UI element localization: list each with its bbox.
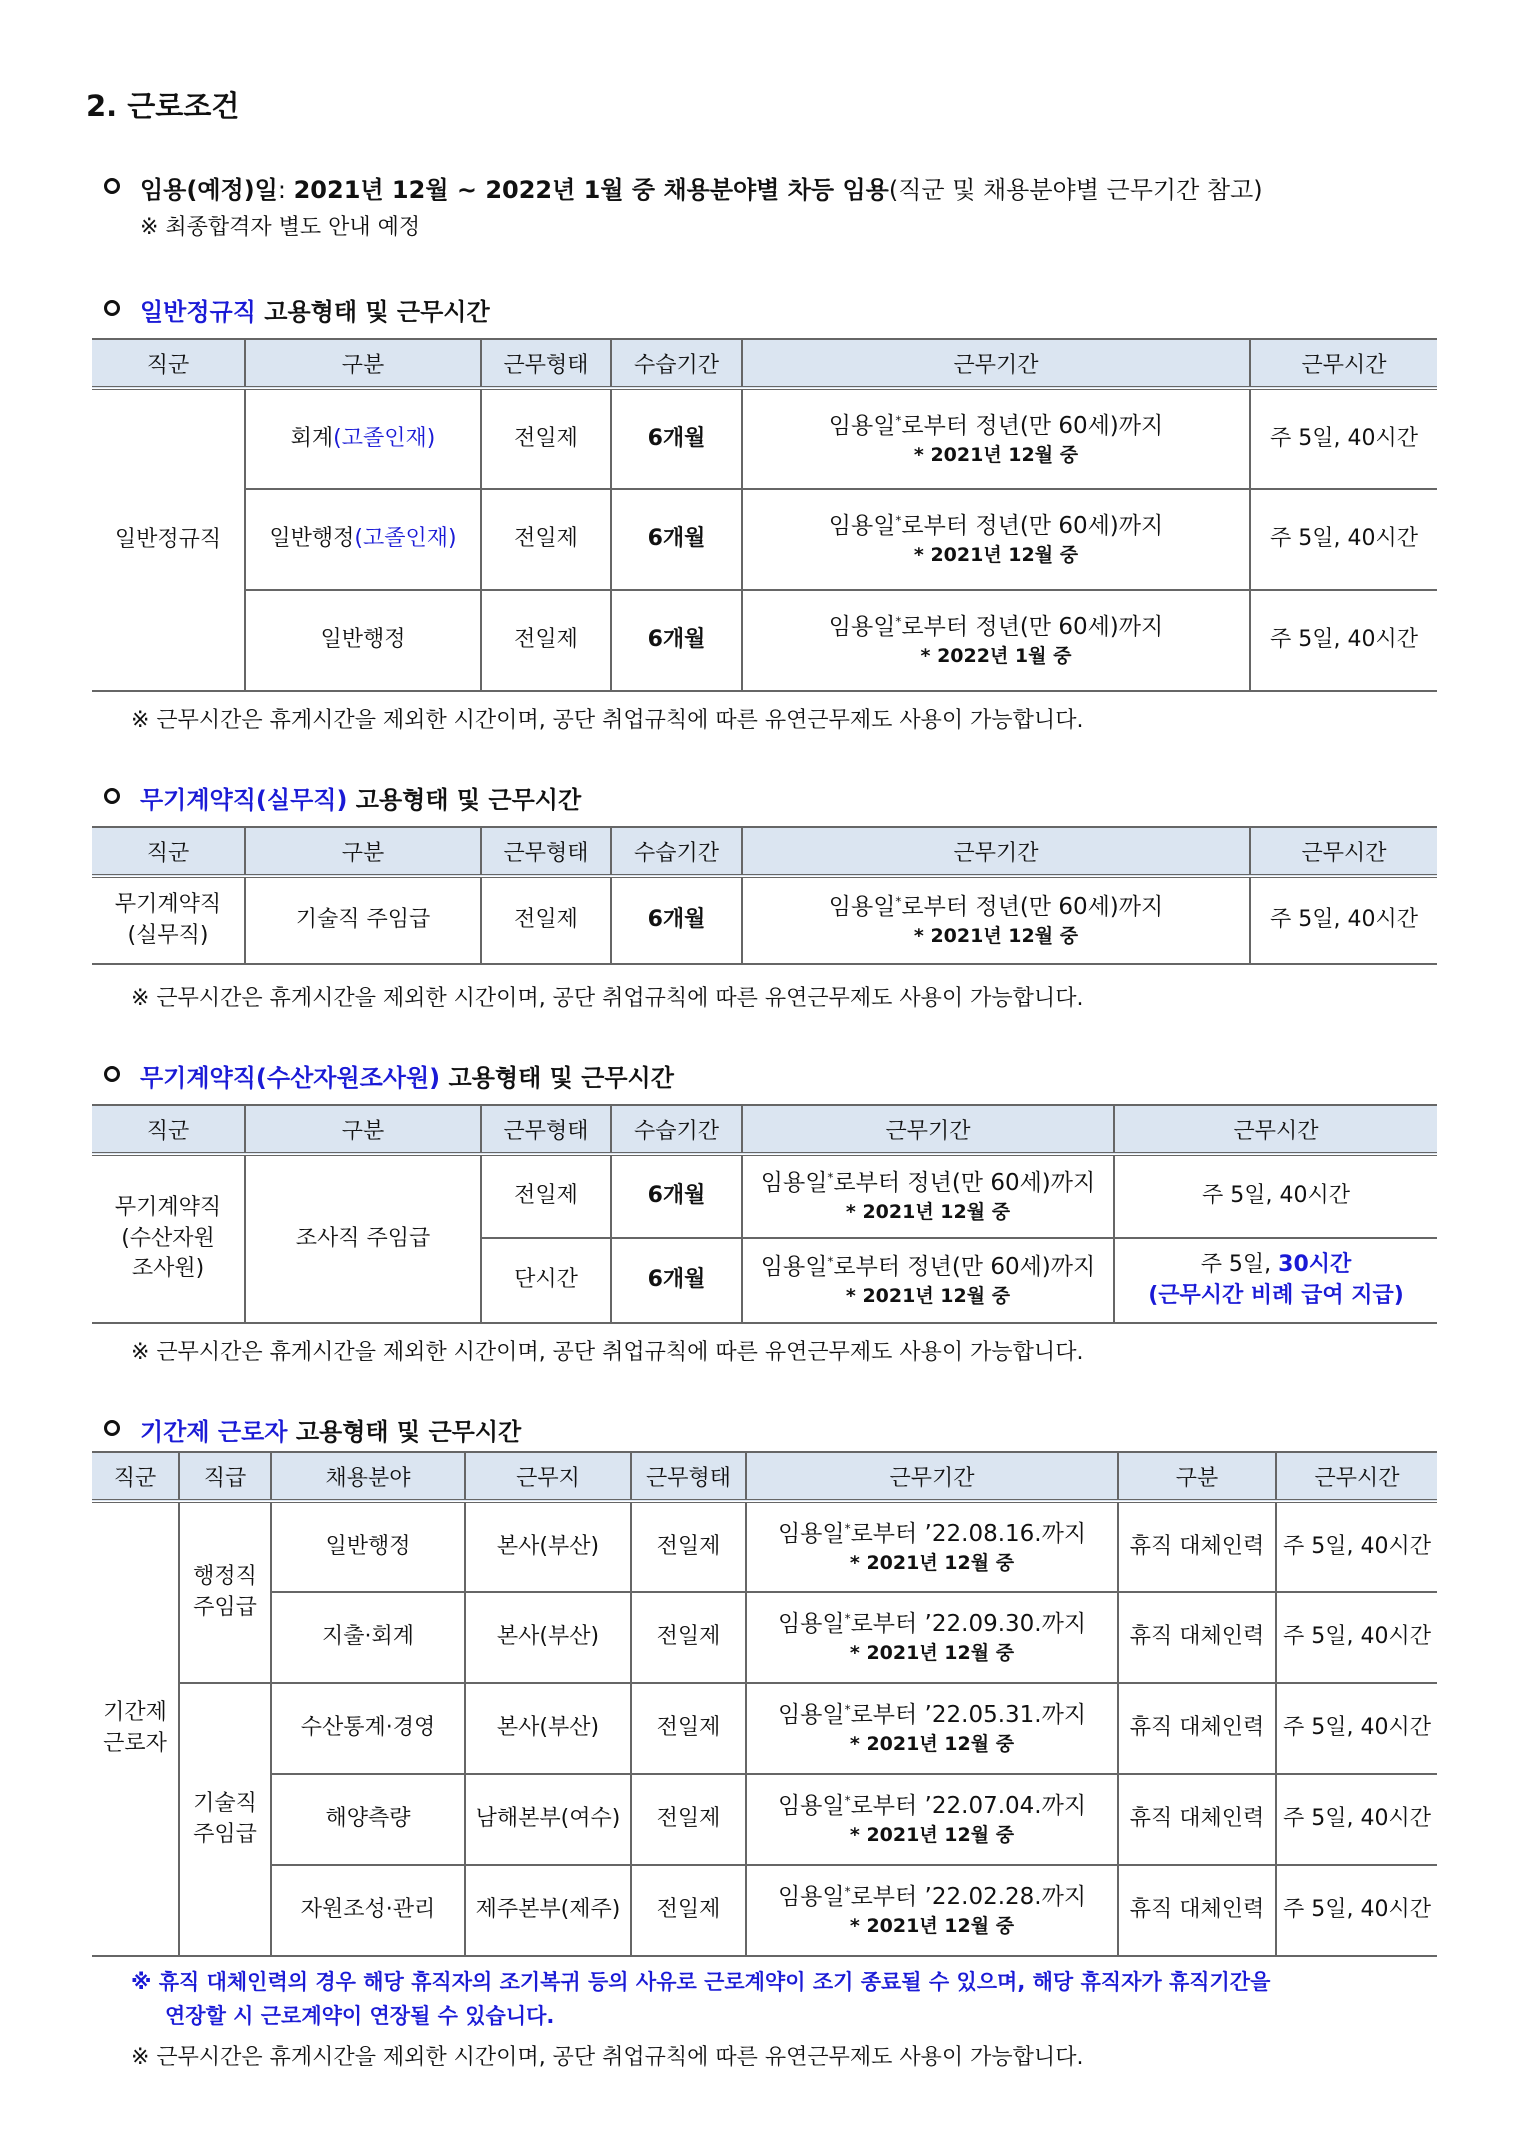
period-b: 로부터 ’22.09.30.까지	[850, 1611, 1087, 1638]
s4-col-header: 근무시간	[1276, 1452, 1437, 1501]
period-a: 임용일	[760, 1170, 828, 1197]
s4-type-cell: 전일제	[631, 1683, 746, 1774]
s4-heading-rest: 고용형태 및 근무시간	[287, 1418, 522, 1446]
table-row	[92, 1154, 1437, 1238]
rank-line: 주임급	[193, 1821, 257, 1847]
s2-col-header: 직군	[92, 827, 245, 876]
appointment-paren: (직군 및 채용분야별 근무기간 참고)	[888, 176, 1263, 204]
group-line: 근로자	[103, 1731, 167, 1756]
s2-heading-rest: 고용형태 및 근무시간	[347, 786, 582, 814]
period-sub: * 2021년 12월 중	[913, 443, 1079, 466]
s4-col-header: 근무형태	[631, 1452, 746, 1501]
s2-hours-cell: 주 5일, 40시간	[1250, 876, 1437, 964]
s3-col-header: 근무기간	[742, 1105, 1114, 1154]
table-row	[92, 1683, 1437, 1774]
s1-table	[92, 338, 1437, 692]
s3-col-header: 수습기간	[611, 1105, 742, 1154]
s1-type-cell: 전일제	[481, 489, 611, 590]
s4-kind-cell: 휴직 대체인력	[1118, 1865, 1276, 1956]
bullet-icon	[104, 1066, 120, 1082]
group-line: 기간제	[103, 1700, 167, 1726]
s4-col-header: 채용분야	[271, 1452, 465, 1501]
s4-field-cell: 수산통계·경영	[271, 1683, 465, 1774]
s2-cat-cell: 기술직 주임급	[245, 876, 481, 964]
s2-probation-cell: 6개월	[611, 876, 742, 964]
period-b: 로부터 정년(만 60세)까지	[833, 1170, 1096, 1197]
s3-hours-cell: 주 5일, 40시간	[1114, 1154, 1437, 1238]
s4-kind-cell: 휴직 대체인력	[1118, 1774, 1276, 1865]
hours-blue-text: 30시간	[1278, 1251, 1352, 1277]
period-a: 임용일	[828, 513, 896, 540]
period-a: 임용일	[760, 1254, 828, 1281]
s4-blue-note-line1: ※ 휴직 대체인력의 경우 해당 휴직자의 조기복귀 등의 사유로 근로계약이 조기 종료될 수 있으며, 해당 휴직자가 휴직기간을	[131, 1970, 1271, 1994]
s4-group-cell	[92, 1501, 179, 1956]
bullet-icon	[104, 300, 120, 316]
s1-type-cell: 전일제	[481, 388, 611, 489]
s4-period-cell	[746, 1592, 1118, 1683]
appointment-colon: :	[277, 176, 286, 204]
superscript-mark: *	[844, 1793, 851, 1808]
s2-heading-blue: 무기계약직(실무직)	[140, 786, 348, 814]
s4-hours-cell: 주 5일, 40시간	[1276, 1774, 1437, 1865]
s4-place-cell: 남해본부(여수)	[465, 1774, 631, 1865]
s1-group-cell: 일반정규직	[92, 388, 245, 691]
appointment-line	[140, 170, 1263, 205]
s1-col-header: 근무형태	[481, 339, 611, 388]
s3-type-cell: 전일제	[481, 1154, 611, 1238]
s1-col-header: 구분	[245, 339, 481, 388]
period-b: 로부터 ’22.07.04.까지	[850, 1793, 1087, 1820]
s4-col-header: 직급	[179, 1452, 271, 1501]
s1-heading-rest: 고용형태 및 근무시간	[255, 298, 490, 326]
cat-blue-text: (고졸인재)	[354, 526, 457, 552]
s3-group-cell	[92, 1154, 245, 1323]
s4-kind-cell: 휴직 대체인력	[1118, 1683, 1276, 1774]
s4-kind-cell: 휴직 대체인력	[1118, 1501, 1276, 1592]
s3-note: ※ 근무시간은 휴게시간을 제외한 시간이며, 공단 취업규칙에 따른 유연근무제도 사용이 가능합니다.	[131, 1340, 1084, 1365]
s1-note: ※ 근무시간은 휴게시간을 제외한 시간이며, 공단 취업규칙에 따른 유연근무제도 사용이 가능합니다.	[131, 708, 1084, 733]
s1-hours-cell: 주 5일, 40시간	[1250, 388, 1437, 489]
superscript-mark: *	[844, 1520, 851, 1535]
s4-col-header: 근무지	[465, 1452, 631, 1501]
s3-col-header: 근무형태	[481, 1105, 611, 1154]
s1-col-header: 근무기간	[742, 339, 1250, 388]
s1-period-cell	[742, 590, 1250, 691]
period-b: 로부터 정년(만 60세)까지	[901, 513, 1164, 540]
period-a: 임용일	[828, 894, 896, 921]
table-row	[92, 1774, 1437, 1865]
s4-field-cell: 자원조성·관리	[271, 1865, 465, 1956]
s4-kind-cell: 휴직 대체인력	[1118, 1592, 1276, 1683]
table-row	[92, 590, 1437, 691]
s3-heading-rest: 고용형태 및 근무시간	[440, 1064, 674, 1092]
s4-hours-cell: 주 5일, 40시간	[1276, 1592, 1437, 1683]
s3-col-header: 직군	[92, 1105, 245, 1154]
s4-hours-cell: 주 5일, 40시간	[1276, 1501, 1437, 1592]
s2-col-header: 근무형태	[481, 827, 611, 876]
appointment-label: 임용(예정)일	[140, 176, 278, 204]
s1-hours-cell: 주 5일, 40시간	[1250, 590, 1437, 691]
period-b: 로부터 정년(만 60세)까지	[901, 614, 1164, 641]
s3-heading	[140, 1058, 674, 1093]
s4-place-cell: 본사(부산)	[465, 1592, 631, 1683]
s4-col-header: 구분	[1118, 1452, 1276, 1501]
group-line: 조사원)	[131, 1256, 205, 1282]
s2-col-header: 수습기간	[611, 827, 742, 876]
s4-period-cell	[746, 1683, 1118, 1774]
s4-note: ※ 근무시간은 휴게시간을 제외한 시간이며, 공단 취업규칙에 따른 유연근무제도 사용이 가능합니다.	[131, 2045, 1084, 2070]
appointment-note: ※ 최종합격자 별도 안내 예정	[140, 215, 421, 240]
period-a: 임용일	[828, 614, 896, 641]
period-sub: * 2021년 12월 중	[849, 1551, 1015, 1574]
period-sub: * 2022년 1월 중	[920, 645, 1072, 668]
superscript-mark: *	[844, 1611, 851, 1626]
superscript-mark: *	[895, 412, 902, 427]
group-line: 무기계약직	[114, 1194, 222, 1220]
s2-group-cell	[92, 876, 245, 964]
period-a: 임용일	[777, 1611, 845, 1638]
s4-rank-cell	[179, 1683, 271, 1956]
period-b: 로부터 ’22.08.16.까지	[850, 1520, 1087, 1547]
cat-text: 일반행정	[269, 526, 355, 552]
s1-col-header: 근무시간	[1250, 339, 1437, 388]
period-a: 임용일	[828, 412, 896, 439]
s4-place-cell: 본사(부산)	[465, 1683, 631, 1774]
bullet-icon	[104, 178, 120, 194]
table-row	[92, 388, 1437, 489]
period-sub: * 2021년 12월 중	[849, 1824, 1015, 1847]
superscript-mark: *	[844, 1702, 851, 1717]
table-row	[92, 1501, 1437, 1592]
s4-heading	[140, 1412, 521, 1447]
s2-col-header: 구분	[245, 827, 481, 876]
s3-probation-cell: 6개월	[611, 1238, 742, 1323]
appointment-value: 2021년 12월 ~ 2022년 1월 중 채용분야별 차등 임용	[293, 176, 889, 204]
s2-period-cell	[742, 876, 1250, 964]
section-title: 2. 근로조건	[86, 89, 240, 123]
s4-hours-cell: 주 5일, 40시간	[1276, 1683, 1437, 1774]
group-line: (수산자원	[121, 1225, 215, 1251]
s1-probation-cell: 6개월	[611, 489, 742, 590]
s4-field-cell: 해양측량	[271, 1774, 465, 1865]
s1-probation-cell: 6개월	[611, 590, 742, 691]
s4-heading-blue: 기간제 근로자	[140, 1418, 288, 1446]
period-a: 임용일	[777, 1793, 845, 1820]
table-row	[92, 489, 1437, 590]
s2-heading	[140, 780, 581, 815]
group-line: 무기계약직	[114, 891, 222, 917]
period-sub: * 2021년 12월 중	[849, 1642, 1015, 1665]
superscript-mark: *	[895, 894, 902, 909]
s3-col-header: 구분	[245, 1105, 481, 1154]
period-sub: * 2021년 12월 중	[845, 1201, 1011, 1224]
period-a: 임용일	[777, 1884, 845, 1911]
s4-type-cell: 전일제	[631, 1501, 746, 1592]
superscript-mark: *	[844, 1884, 851, 1899]
superscript-mark: *	[827, 1170, 834, 1185]
rank-line: 기술직	[193, 1790, 257, 1816]
group-line: (실무직)	[127, 922, 209, 948]
bullet-icon	[104, 788, 120, 804]
s4-period-cell	[746, 1774, 1118, 1865]
period-sub: * 2021년 12월 중	[913, 544, 1079, 567]
s4-period-cell	[746, 1501, 1118, 1592]
cat-blue-text: (고졸인재)	[333, 425, 436, 451]
s3-heading-blue: 무기계약직(수산자원조사원)	[140, 1064, 441, 1092]
s4-field-cell: 지출·회계	[271, 1592, 465, 1683]
s1-probation-cell: 6개월	[611, 388, 742, 489]
table-row	[92, 1865, 1437, 1956]
superscript-mark: *	[827, 1254, 834, 1269]
period-sub: * 2021년 12월 중	[849, 1915, 1015, 1938]
table-row	[92, 876, 1437, 964]
s2-type-cell: 전일제	[481, 876, 611, 964]
s4-hours-cell: 주 5일, 40시간	[1276, 1865, 1437, 1956]
bullet-icon	[104, 1420, 120, 1436]
s4-place-cell: 제주본부(제주)	[465, 1865, 631, 1956]
s4-field-cell: 일반행정	[271, 1501, 465, 1592]
s3-period-cell	[742, 1154, 1114, 1238]
s1-cat-cell	[245, 489, 481, 590]
period-b: 로부터 ’22.05.31.까지	[850, 1702, 1087, 1729]
rank-line: 행정직	[193, 1563, 257, 1589]
superscript-mark: *	[895, 614, 902, 629]
s2-col-header: 근무기간	[742, 827, 1250, 876]
s3-cat-cell: 조사직 주임급	[245, 1154, 481, 1323]
hours-text: 주 5일,	[1200, 1251, 1279, 1277]
s4-type-cell: 전일제	[631, 1865, 746, 1956]
s4-type-cell: 전일제	[631, 1774, 746, 1865]
period-sub: * 2021년 12월 중	[849, 1733, 1015, 1756]
s2-header-row	[92, 827, 1437, 876]
s4-table	[92, 1451, 1437, 1957]
s1-period-cell	[742, 489, 1250, 590]
s4-place-cell: 본사(부산)	[465, 1501, 631, 1592]
rank-line: 주임급	[193, 1594, 257, 1620]
s1-type-cell: 전일제	[481, 590, 611, 691]
s1-heading	[140, 292, 490, 327]
cat-text: 회계	[290, 425, 334, 451]
period-sub: * 2021년 12월 중	[913, 925, 1079, 948]
s4-col-header: 근무기간	[746, 1452, 1118, 1501]
s3-period-cell	[742, 1238, 1114, 1323]
s3-probation-cell: 6개월	[611, 1154, 742, 1238]
s4-header-row	[92, 1452, 1437, 1501]
period-sub: * 2021년 12월 중	[845, 1285, 1011, 1308]
s1-cat-cell	[245, 590, 481, 691]
period-b: 로부터 정년(만 60세)까지	[901, 412, 1164, 439]
superscript-mark: *	[895, 513, 902, 528]
s1-heading-blue: 일반정규직	[140, 298, 256, 326]
s1-hours-cell: 주 5일, 40시간	[1250, 489, 1437, 590]
s2-table	[92, 826, 1437, 965]
s4-type-cell: 전일제	[631, 1592, 746, 1683]
s3-table	[92, 1104, 1437, 1324]
s3-type-cell: 단시간	[481, 1238, 611, 1323]
period-b: 로부터 정년(만 60세)까지	[833, 1254, 1096, 1281]
hours-note: (근무시간 비례 급여 지급)	[1148, 1282, 1404, 1308]
period-a: 임용일	[777, 1520, 845, 1547]
s1-period-cell	[742, 388, 1250, 489]
s3-col-header: 근무시간	[1114, 1105, 1437, 1154]
s2-note: ※ 근무시간은 휴게시간을 제외한 시간이며, 공단 취업규칙에 따른 유연근무제도 사용이 가능합니다.	[131, 986, 1084, 1011]
s4-period-cell	[746, 1865, 1118, 1956]
s3-hours-cell	[1114, 1238, 1437, 1323]
s2-col-header: 근무시간	[1250, 827, 1437, 876]
s1-header-row	[92, 339, 1437, 388]
s4-rank-cell	[179, 1501, 271, 1683]
s3-header-row	[92, 1105, 1437, 1154]
s1-col-header: 직군	[92, 339, 245, 388]
s1-cat-cell	[245, 388, 481, 489]
cat-text: 일반행정	[320, 627, 406, 653]
table-row	[92, 1592, 1437, 1683]
s4-col-header: 직군	[92, 1452, 179, 1501]
period-b: 로부터 ’22.02.28.까지	[850, 1884, 1087, 1911]
period-a: 임용일	[777, 1702, 845, 1729]
period-b: 로부터 정년(만 60세)까지	[901, 894, 1164, 921]
s1-col-header: 수습기간	[611, 339, 742, 388]
s4-blue-note-line2: 연장할 시 근로계약이 연장될 수 있습니다.	[165, 2004, 555, 2028]
